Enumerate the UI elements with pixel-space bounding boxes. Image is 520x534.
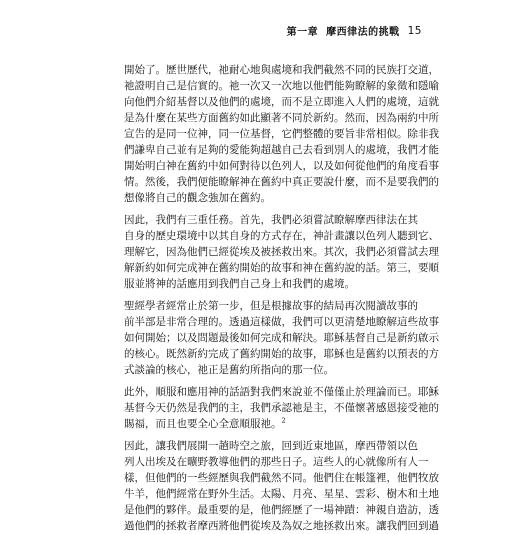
text-line	[124, 314, 439, 330]
footnote-reference[interactable]: 2	[281, 416, 286, 425]
text-line-content: 自身的歷史環境中以其自身的方式存在，神計畫讓以色列人聽到它、	[124, 230, 439, 242]
text-line	[124, 454, 429, 470]
text-line-content: 是為什麼在某些方面舊約如此顯著不同於新約。然而，因為兩約中所	[124, 112, 439, 124]
text-line-content: 基督今天仍然是我們的主，我們承認祂是主，不僅懷著感恩接受祂的	[124, 402, 439, 414]
text-line-content: 聖經學者經常止於第一步，但是根據故事的結局再次閱讀故事的	[124, 300, 418, 312]
text-line-content: 們謙卑自己並有足夠的愛能夠超越自己去看到別人的處境，我們才能	[124, 144, 439, 156]
text-line-content: 如何開始；以及問題最後如何完成和解決。耶穌基督自己是新約啟示	[124, 332, 439, 344]
text-line	[124, 502, 439, 518]
text-line-content: 因此，我們有三重任務。首先，我們必須嘗試瞭解摩西律法在其	[124, 214, 418, 226]
page-number: 15	[407, 24, 422, 37]
body-text	[124, 62, 439, 534]
paragraph	[124, 384, 439, 432]
text-line	[124, 110, 439, 126]
text-line	[124, 174, 439, 190]
text-line	[124, 362, 404, 378]
text-line-content: 因此，讓我們展開一趟時空之旅，回到近東地區，摩西帶領以色	[124, 440, 418, 452]
text-line-content: 此外，順服和應用神的話語對我們來說並不僅僅止於理論而已。耶穌	[124, 386, 439, 398]
chapter-title: 摩西律法的挑戰	[326, 27, 400, 38]
text-line	[124, 228, 439, 244]
text-line	[124, 298, 418, 314]
text-line-content: 解新約如何完成神在舊約開始的故事和神在舊約說的話。第三，要順	[124, 262, 439, 274]
text-line	[124, 94, 439, 110]
paragraph	[124, 62, 439, 206]
text-line-content: 服並將神的話應用到我們自己身上和我們的處境。	[124, 278, 355, 290]
text-line-content: 宣告的是同一位神，同一位基督，它們整體的要旨非常相似。除非我	[124, 128, 439, 140]
text-line-content: 開始了。歷世歷代，祂耐心地與處境和我們截然不同的民族打交道，	[124, 64, 439, 76]
running-header	[287, 23, 422, 38]
text-line	[124, 142, 439, 158]
text-line	[124, 470, 439, 486]
text-line-content: 樣，但他們的一些經歷與我們截然不同。他們住在帳篷裡，他們牧放	[124, 472, 439, 484]
text-line-content: 式談論的核心，祂正是舊約所指向的那一位。	[124, 364, 334, 376]
paragraph	[124, 438, 439, 534]
text-line	[124, 384, 439, 400]
text-line	[124, 276, 404, 292]
text-line	[124, 438, 418, 454]
paragraph	[124, 298, 439, 378]
text-line-content: 開始明白神在舊約中如何對待以色列人，以及如何從他們的角度看事	[124, 160, 439, 172]
text-line-content: 理解它，因為他們已經從埃及被拯救出來。其次，我們必須嘗試去理	[124, 246, 439, 258]
text-line-content: 列人出埃及在曠野教導他們的那些日子。這些人的心就像所有人一	[124, 456, 429, 468]
text-line-content: 是他們的夥伴。最重要的是，他們經歷了一場神蹟：神親自造訪，透	[124, 504, 439, 516]
text-line	[124, 190, 404, 206]
text-line	[124, 244, 439, 260]
text-line-content: 牛羊，他們經常在野外生活。太陽、月亮、星星、雲彩、樹木和土地	[124, 488, 439, 500]
text-line	[124, 486, 439, 502]
text-line-content: 向他們介紹基督以及他們的處境，而不是立即進入人們的處境，這就	[124, 96, 439, 108]
text-line	[124, 158, 439, 174]
chapter-label: 第一章	[286, 27, 319, 38]
text-line-content: 祂證明自己是信實的。祂一次又一次地以他們能夠瞭解的象徵和隱喻	[124, 80, 439, 92]
text-line	[124, 400, 439, 416]
text-line-content: 過他們的拯救者摩西將他們從埃及為奴之地拯救出來。讓我們回到過	[124, 520, 439, 532]
text-line	[124, 330, 439, 346]
text-line-content: 情。然後，我們便能瞭解神在舊約中真正要說什麼，而不是要我們的	[124, 176, 439, 188]
text-line	[124, 126, 439, 142]
text-line	[124, 518, 439, 534]
text-line-content: 的核心。既然新約完成了舊約開始的故事，耶穌也是舊約以預表的方	[124, 348, 439, 360]
text-line-content: 前半部是非常合理的。透過這樣做，我們可以更清楚地瞭解這些故事	[124, 316, 439, 328]
text-line	[124, 260, 439, 276]
text-line	[124, 212, 418, 228]
paragraph	[124, 212, 439, 292]
text-line	[124, 416, 404, 432]
text-line	[124, 346, 439, 362]
text-line-content: 想像將自己的觀念強加在舊約。	[124, 192, 271, 204]
text-line-content: 賜福，而且也要全心全意順服祂。	[124, 418, 282, 430]
text-line	[124, 78, 439, 94]
text-line	[124, 62, 439, 78]
